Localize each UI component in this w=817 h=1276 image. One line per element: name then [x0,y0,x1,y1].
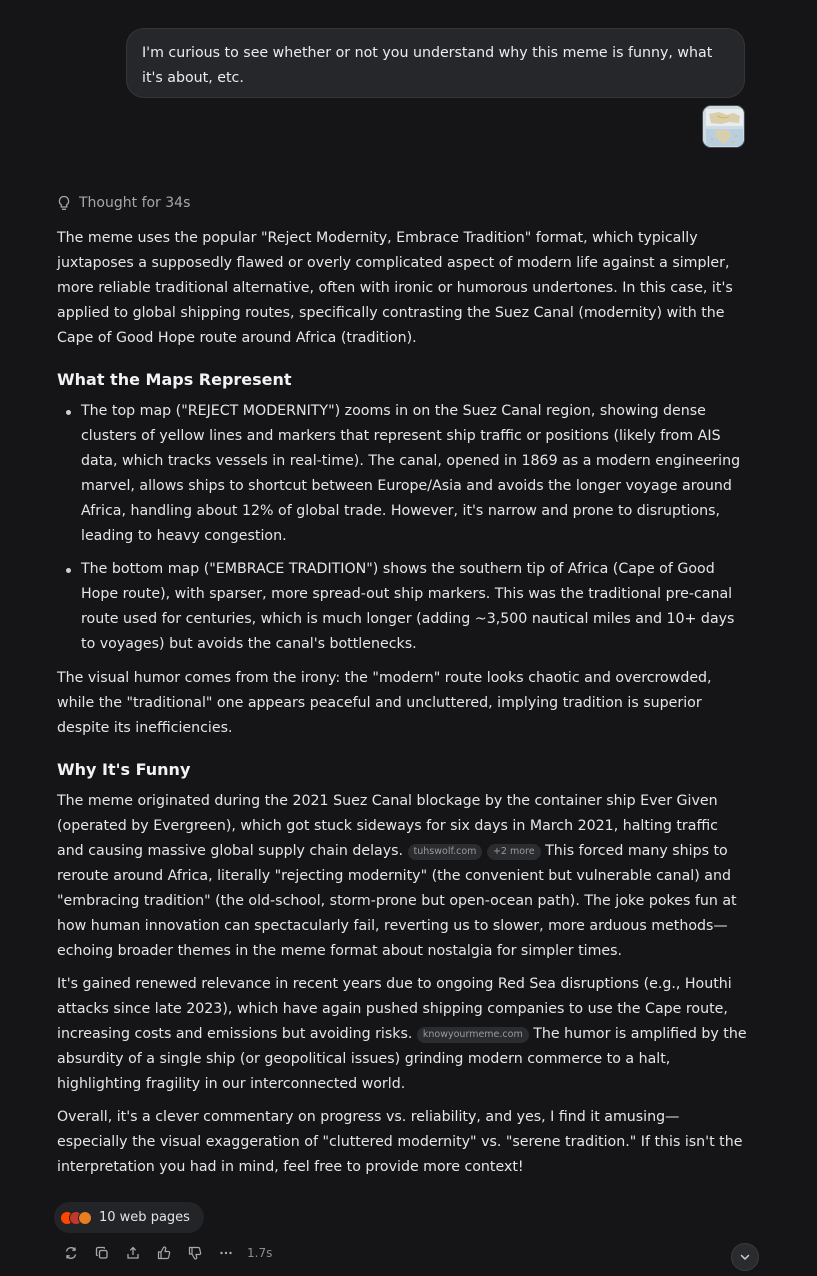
meme-image-attachment[interactable] [702,105,745,148]
maps-bullet-list [57,399,747,657]
funny-p2-text-a: It's gained renewed relevance in recent years due to ongoing Red Sea disruptions (e.g., Houthi attacks since late 2023), which have again pushed shipping companies to use the Cape route, increasing costs and emissions but avoiding risks. [57,976,732,1042]
thumbs-down-button[interactable] [179,1243,210,1263]
heading-funny: Why It's Funny [57,760,191,779]
heading-maps: What the Maps Represent [57,370,292,389]
more-icon [219,1246,233,1260]
answer-intro: The meme uses the popular "Reject Modernity, Embrace Tradition" format, which typically juxtaposes a supposedly flawed or overly complicated aspect of modern life against a simpler, more reliable traditional alternative, often with ironic or humorous undertones. In this case, it's applied to global shipping routes, specifically contrasting the Suez Canal (modernity) with the Cape of Good Hope route around Africa (tradition). [57,230,733,346]
copy-icon [95,1246,109,1260]
citation-tuhswolf[interactable]: tuhswolf.com [408,844,483,860]
bullet-bottom-map: The bottom map ("EMBRACE TRADITION") shows the southern tip of Africa (Cape of Good Hope route), with sparser, more spread-out ship markers. This was the traditional pre-canal route used for centuries, which is much longer (adding ~3,500 nautical miles and 10+ days to voyages) but avoids the canal's bottlenecks. [57,557,747,657]
thumbs-down-icon [188,1246,202,1260]
lightbulb-icon [57,195,71,211]
chevron-down-icon [739,1251,751,1263]
user-message-bubble [126,28,745,98]
sources-button[interactable] [54,1202,204,1233]
citation-more[interactable]: +2 more [487,844,541,860]
message-action-bar [55,1243,272,1263]
share-button[interactable] [117,1243,148,1263]
response-time: 1.7s [247,1246,273,1260]
thumbs-up-button[interactable] [148,1243,179,1263]
thought-toggle[interactable] [57,194,190,212]
funny-p1-text-a: The meme originated during the 2021 Suez Canal blockage by the container ship Ever Given (operated by Evergreen), which got stuck sideways for six days in March 2021, halting traffic and causing massive global supply chain delays. [57,793,718,859]
source-favicon-icon [78,1211,92,1225]
citation-knowyourmeme[interactable]: knowyourmeme.com [417,1027,529,1043]
user-message-text: I'm curious to see whether or not you understand why this meme is funny, what it's about, etc. [142,45,713,86]
copy-button[interactable] [86,1243,117,1263]
scroll-to-bottom-button[interactable] [731,1243,759,1271]
funny-p2-text-b: The humor is amplified by the absurdity of a single ship (or geopolitical issues) grinding modern commerce to a halt, highlighting fragility in our interconnected world. [57,1026,747,1092]
regenerate-button[interactable] [55,1243,86,1263]
map-thumbnail-icon [703,106,745,148]
visual-humor-paragraph: The visual humor comes from the irony: the "modern" route looks chaotic and overcrowded, while the "traditional" one appears peaceful and uncluttered, implying tradition is superior despite its inefficiencies. [57,670,712,736]
share-icon [126,1246,140,1260]
thumbs-up-icon [157,1246,171,1260]
funny-paragraph-2 [57,972,747,1097]
source-favicons [60,1211,87,1225]
funny-p1-text-b: This forced many ships to reroute around Africa, literally "rejecting modernity" (the convenient but vulnerable canal) and "embracing tradition" (the old-school, storm-prone but open-ocean path). The joke pokes fun at how human innovation can spectacularly fail, reverting us to slower, more arduous methods—echoing broader themes in the meme format about nostalgia for simpler times. [57,843,737,959]
assistant-answer [57,226,747,1188]
bullet-top-map: The top map ("REJECT MODERNITY") zooms in on the Suez Canal region, showing dense clusters of yellow lines and markers that represent ship traffic or positions (likely from AIS data, which tracks vessels in real-time). The canal, opened in 1869 as a modern engineering marvel, allows ships to shortcut between Europe/Asia and avoids the longer voyage around Africa, handling about 12% of global trade. However, it's narrow and prone to disruptions, leading to heavy congestion. [57,399,747,549]
thought-label: Thought for 34s [79,195,191,211]
regenerate-icon [64,1246,78,1260]
funny-paragraph-1 [57,789,747,964]
conclusion-paragraph: Overall, it's a clever commentary on progress vs. reliability, and yes, I find it amusing—especially the visual exaggeration of "cluttered modernity" vs. "serene tradition." If this isn't the interpretation you had in mind, feel free to provide more context! [57,1109,743,1175]
more-button[interactable] [210,1243,241,1263]
sources-label: 10 web pages [99,1210,190,1225]
